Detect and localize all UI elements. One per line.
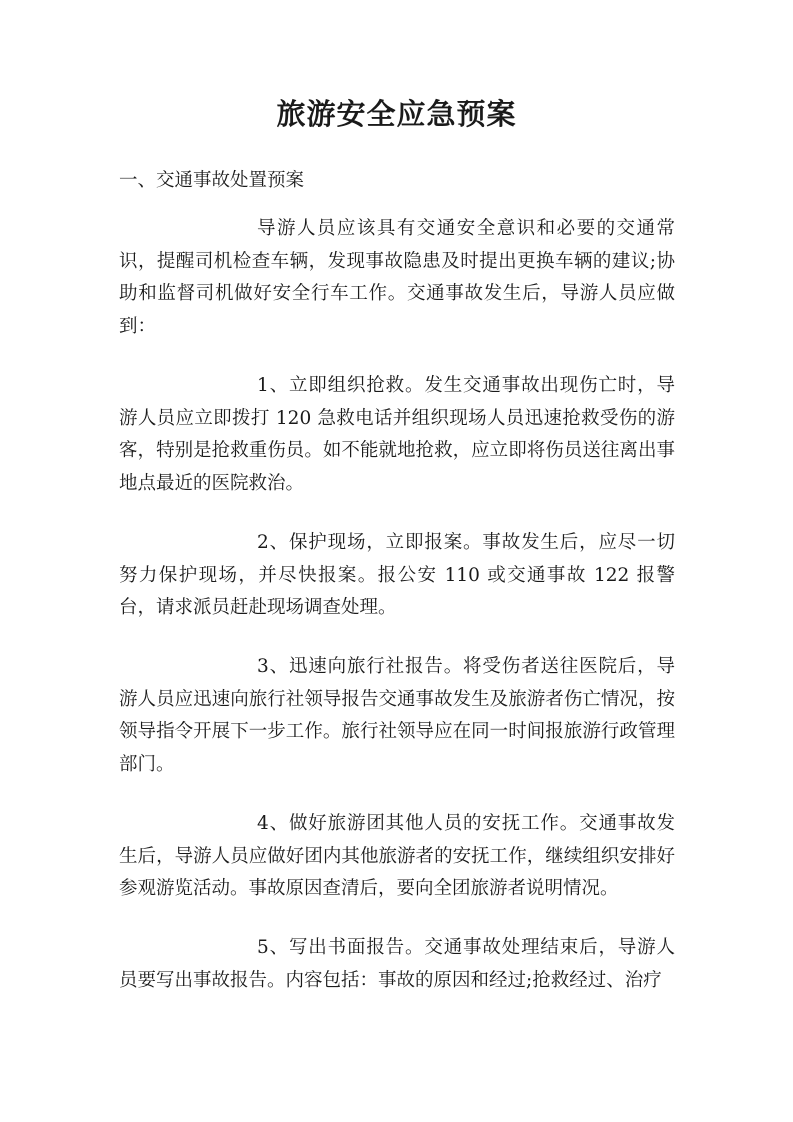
item-paragraph-1: 1、立即组织抢救。发生交通事故出现伤亡时，导游人员应立即拨打 120 急救电话并组织现场人员迅速抢救受伤的游客，特别是抢救重伤员。如不能就地抢救，应立即将伤员送往离出事地点最近的医院救治。 (119, 375, 675, 494)
section-heading: 一、交通事故处置预案 (119, 170, 305, 191)
document-title: 旅游安全应急预案 (276, 97, 517, 131)
item-paragraph-4: 4、做好旅游团其他人员的安抚工作。交通事故发生后，导游人员应做好团内其他旅游者的安抚工作，继续组织安排好参观游览活动。事故原因查清后，要向全团旅游者说明情况。 (119, 813, 675, 899)
item-paragraph-3: 3、迅速向旅行社报告。将受伤者送往医院后，导游人员应迅速向旅行社领导报告交通事故发生及旅游者伤亡情况，按领导指令开展下一步工作。旅行社领导应在同一时间报旅游行政管理部门。 (119, 656, 675, 775)
item-paragraph-5: 5、写出书面报告。交通事故处理结束后，导游人员要写出事故报告。内容包括：事故的原因和经过;抢救经过、治疗 (119, 937, 675, 991)
item-paragraph-2: 2、保护现场，立即报案。事故发生后，应尽一切努力保护现场，并尽快报案。报公安 110 或交通事故 122 报警台，请求派员赶赴现场调查处理。 (119, 532, 675, 618)
intro-paragraph: 导游人员应该具有交通安全意识和必要的交通常识，提醒司机检查车辆，发现事故隐患及时提出更换车辆的建议;协助和监督司机做好安全行车工作。交通事故发生后，导游人员应做到： (119, 218, 675, 337)
